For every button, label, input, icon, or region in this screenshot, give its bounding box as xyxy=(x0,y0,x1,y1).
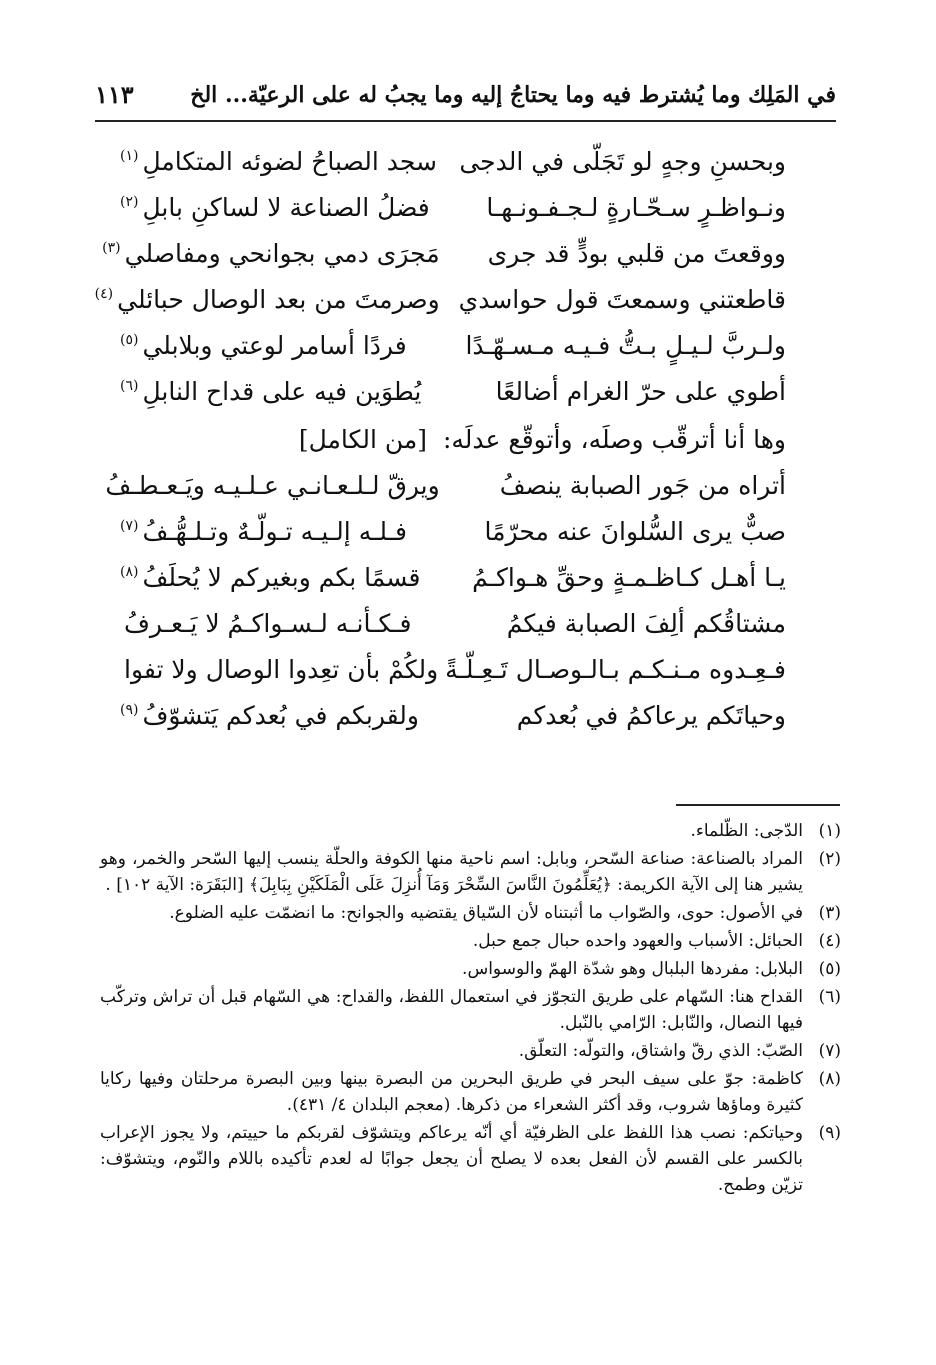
hemistich-text: ويرقّ لـلـعـانـي عـلـيـه ويَـعـطـفُ xyxy=(105,470,440,500)
prose-text: وها أنا أترقّب وصلَه، وأتوقّع عدلَه: xyxy=(442,425,786,454)
first-hemistich: ونـواظـرٍ سـحّـارةٍ لـجـفـونـهـا xyxy=(486,192,786,222)
footnote xyxy=(100,900,841,926)
verse xyxy=(120,600,786,646)
hemistich-text: قسمًا بكم وبغيركم لا يُحلَفُ xyxy=(142,562,421,592)
second-hemistich xyxy=(120,147,440,176)
footnote-text: الحبائل: الأسباب والعهود واحده حبال جمع حبل. xyxy=(472,931,803,951)
footnote xyxy=(100,1038,841,1064)
hemistich-text: فضلُ الصناعة لا لساكنِ بابلِ xyxy=(142,192,430,222)
second-hemistich xyxy=(120,655,440,684)
footnote xyxy=(100,1066,841,1118)
second-hemistich xyxy=(120,609,440,638)
verse xyxy=(102,230,786,276)
verse xyxy=(120,322,786,368)
second-hemistich xyxy=(94,284,440,314)
second-hemistich xyxy=(120,193,440,222)
second-hemistich xyxy=(120,377,440,406)
first-hemistich: أتراه من جَور الصبابة ينصفُ xyxy=(499,470,786,500)
hemistich-text: يُطوَين فيه على قداح النابلِ xyxy=(142,376,422,406)
hemistich-text: فردًا أسامر لوعتي وبلابلي xyxy=(142,330,407,360)
footnote-number: (٨) xyxy=(818,1069,841,1089)
second-hemistich xyxy=(120,563,440,592)
footnote-ref: (٦) xyxy=(120,378,139,395)
footnote xyxy=(100,956,841,982)
page-number: ١١٣ xyxy=(95,80,134,109)
footnote-ref: (٤) xyxy=(94,286,114,303)
footnote-number: (٧) xyxy=(818,1041,841,1061)
second-hemistich xyxy=(105,470,440,500)
hemistich-text: مَجرَى دمي بجوانحي ومفاصلي xyxy=(124,238,440,268)
footnote-ref: (٥) xyxy=(120,332,139,349)
footnote-text: الصّبّ: الذي رقّ واشتاق، والتولّه: التعلّق. xyxy=(518,1041,803,1061)
page-header xyxy=(95,76,836,122)
second-hemistich xyxy=(120,331,440,360)
footnote-ref: (١) xyxy=(120,148,139,165)
footnote-text: في الأصول: حوى، والصّواب ما أثبتناه لأن السّياق يقتضيه والجوانح: ما انضمّت عليه الضلوع. xyxy=(169,903,803,923)
verse xyxy=(120,692,786,738)
footnote-divider xyxy=(676,804,840,806)
second-hemistich xyxy=(102,238,440,268)
second-hemistich xyxy=(120,517,440,546)
footnote-text: وحياتكم: نصب هذا اللفظ على الظرفيّة أي أنّه يرعاكم ويتشوّف لقربكم ما حييتم، ولا يجوز الإعراب بالكسر على القسم لأن الفعل بعده لا يصلح أن يجعل جوابًا له لعدم تأكيده باللام والنّوم، ويتشوّف: تزيّن وطمح. xyxy=(100,1123,803,1195)
first-hemistich: وبحسنِ وجهٍ لو تَجَلّى في الدجى xyxy=(459,146,786,176)
footnote-number: (٥) xyxy=(818,959,841,979)
footnote xyxy=(100,928,841,954)
verse xyxy=(105,462,786,508)
footnotes xyxy=(100,818,841,1200)
prose-line xyxy=(120,425,786,454)
footnote-ref: (٨) xyxy=(120,564,139,581)
second-hemistich xyxy=(120,701,440,730)
hemistich-text: ولكُمْ بأن تعِدوا الوصال ولا تفوا xyxy=(124,654,439,684)
running-title: في المَلِك وما يُشترط فيه وما يحتاجُ إليه وما يجبُ له على الرعيّة... الخ xyxy=(190,82,836,108)
footnote xyxy=(100,984,841,1036)
footnote-number: (٣) xyxy=(818,903,841,923)
hemistich-text: وصرمتَ من بعد الوصال حبائلي xyxy=(117,284,440,314)
first-hemistich: صبٌّ يرى السُّلوانَ عنه محرّمًا xyxy=(484,516,786,546)
footnote-text: الدّجى: الظّلماء. xyxy=(690,821,803,841)
meter-label: [من الكامل] xyxy=(298,425,428,454)
hemistich-text: فـلـه إلـيـه تـولّـهٌ وتـلـهُّـفُ xyxy=(142,516,407,546)
footnote-number: (٦) xyxy=(818,987,841,1007)
footnote-ref: (٩) xyxy=(120,702,139,719)
verse xyxy=(120,368,786,414)
footnote-number: (٩) xyxy=(818,1123,841,1143)
footnote-number: (٢) xyxy=(818,849,841,869)
hemistich-text: ولقربكم في بُعدكم يَتشوّفُ xyxy=(142,700,419,730)
verse xyxy=(94,276,786,322)
footnote-number: (١) xyxy=(818,821,841,841)
hemistich-text: فـكـأنـه لـسـواكـمُ لا يَـعـرفُ xyxy=(124,608,412,638)
footnote xyxy=(100,1120,841,1198)
first-hemistich: قاطعتني وسمعتَ قول حواسدي xyxy=(458,284,786,314)
verse xyxy=(120,508,786,554)
footnote-ref: (٣) xyxy=(102,240,121,257)
footnote-number: (٤) xyxy=(818,931,841,951)
first-hemistich: وحياتَكم يرعاكمُ في بُعدكم xyxy=(516,700,786,730)
footnote-text: كاظمة: جوّ على سيف البحر في طريق البحرين من البصرة بينها وبين البصرة مرحلتان وفيها ركايا كثيرة وماؤها شروب، وقد أكثر الشعراء من ذكرها. (معجم البلدان ٤/ ٤٣١). xyxy=(100,1069,803,1115)
footnote xyxy=(100,818,841,844)
footnote-ref: (٧) xyxy=(120,518,139,535)
verse xyxy=(120,554,786,600)
poem-1 xyxy=(94,138,786,414)
footnote-text: البلابل: مفردها البلبال وهو شدّة الهمّ والوسواس. xyxy=(462,959,803,979)
hemistich-text: سجد الصباحُ لضوئه المتكاملِ xyxy=(142,146,437,176)
first-hemistich: ووقعتَ من قلبي بودٍّ قد جرى xyxy=(487,238,786,268)
first-hemistich: يـا أهـل كـاظـمـةٍ وحقِّ هـواكـمُ xyxy=(472,562,786,592)
footnote-text: القداح هنا: السّهام على طريق التجوّز في استعمال اللفظ، والقداح: هي السّهام قبل أن تراش وتركّب فيها النصال، والنّابل: الرّامي بالنّبل. xyxy=(100,987,803,1033)
first-hemistich: ولـربَّ لـيـلٍ بـتُّ فـيـه مـسـهّـدًا xyxy=(465,330,786,360)
verse xyxy=(120,184,786,230)
verse xyxy=(120,138,786,184)
verse xyxy=(120,646,786,692)
poem-2 xyxy=(105,462,786,738)
footnote-ref: (٢) xyxy=(120,194,139,211)
first-hemistich: فـعِـدوه مـنـكـم بـالـوصـال تَـعِـلّـةً xyxy=(445,654,786,684)
first-hemistich: أطوي على حرّ الغرام أضالعًا xyxy=(495,376,786,406)
footnote-text: المراد بالصناعة: صناعة السّحر، وبابل: اسم ناحية منها الكوفة والحلّة ينسب إليها السّحر والخمر، وهو يشير هنا إلى الآية الكريمة: ﴿يُعَلِّمُونَ النَّاسَ السِّحْرَ وَمَآ أُنزِلَ عَلَى الْمَلَكَيْنِ بِبَابِلَ﴾ [البَقَرَة: الآية ١٠٢] . xyxy=(100,849,803,895)
footnote xyxy=(100,846,841,898)
first-hemistich: مشتاقُكم ألِفَ الصبابة فيكمُ xyxy=(506,608,786,638)
